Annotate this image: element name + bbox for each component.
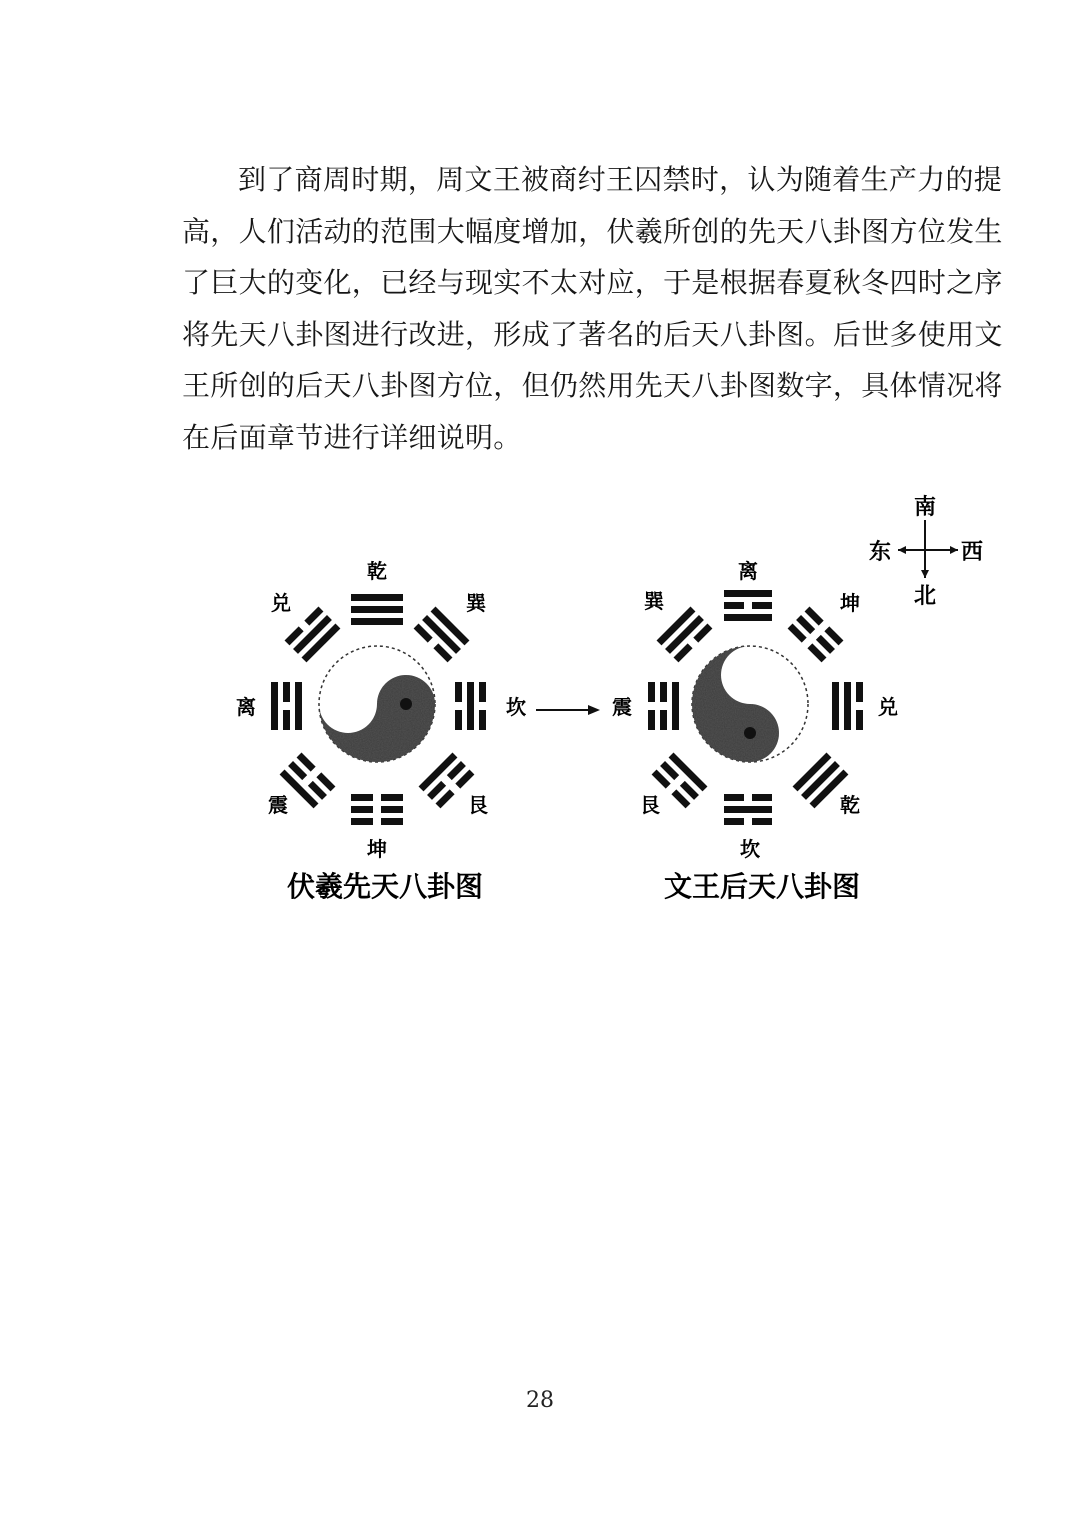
wenwang-yinyang-icon xyxy=(692,646,808,762)
compass-east-label: 东 xyxy=(868,540,892,565)
fuxi-trigram-left xyxy=(271,682,302,730)
wenwang-label-bottom-left: 艮 xyxy=(640,793,660,817)
wenwang-trigram-top-right xyxy=(788,607,844,663)
fuxi-label-top-right: 巽 xyxy=(466,591,486,615)
wenwang-caption: 文王后天八卦图 xyxy=(663,870,861,903)
paragraph-line-2: 高，人们活动的范围大幅度增加，伏羲所创的先天八卦图方位发生 xyxy=(182,214,1003,248)
wenwang-trigram-left xyxy=(648,682,679,730)
wenwang-label-left: 震 xyxy=(612,695,632,719)
wenwang-trigram-top xyxy=(724,590,772,621)
fuxi-label-bottom-left: 震 xyxy=(268,793,288,817)
wenwang-label-bottom-right: 乾 xyxy=(840,793,860,817)
fuxi-label-bottom: 坤 xyxy=(367,837,387,861)
fuxi-trigram-top-right xyxy=(414,607,470,663)
compass-south-label: 南 xyxy=(913,495,937,520)
fuxi-trigram-bottom xyxy=(351,794,403,825)
wenwang-trigram-top-left xyxy=(657,607,713,663)
compass-rose xyxy=(869,494,983,609)
wenwang-label-top-left: 巽 xyxy=(644,589,664,613)
fuxi-label-top: 乾 xyxy=(367,559,387,583)
compass-arrow-east-icon xyxy=(898,546,906,554)
fuxi-label-bottom-right: 艮 xyxy=(468,793,488,817)
paragraph-line-6: 在后面章节进行详细说明。 xyxy=(182,420,522,454)
compass-arrow-north-icon xyxy=(921,570,929,578)
wenwang-trigram-right xyxy=(832,682,863,730)
paragraph-line-3: 了巨大的变化，已经与现实不太对应，于是根据春夏秋冬四时之序 xyxy=(182,266,1003,299)
fuxi-label-right: 坎 xyxy=(506,695,526,719)
fuxi-label-left: 离 xyxy=(236,695,256,719)
bagua-figure-svg xyxy=(0,470,1080,930)
bagua-figure xyxy=(0,470,1080,930)
wenwang-label-bottom: 坎 xyxy=(740,837,760,861)
fuxi-trigram-top xyxy=(351,594,403,625)
paragraph-line-4: 将先天八卦图进行改进，形成了著名的后天八卦图。后世多使用文 xyxy=(182,317,1003,351)
fuxi-diagram xyxy=(236,559,526,903)
fuxi-yinyang-icon xyxy=(319,646,435,762)
wenwang-label-right: 兑 xyxy=(878,695,898,719)
body-paragraph xyxy=(182,154,1003,463)
fuxi-trigram-top-left xyxy=(285,607,341,663)
compass-west-label: 西 xyxy=(960,540,984,565)
fuxi-trigram-right xyxy=(455,682,486,730)
page-number: 28 xyxy=(526,1388,554,1413)
fuxi-trigram-bottom-right xyxy=(419,753,475,809)
paragraph-line-5: 王所创的后天八卦图方位，但仍然用先天八卦图数字，具体情况将 xyxy=(182,369,1003,402)
wenwang-label-top-right: 坤 xyxy=(840,591,860,615)
wenwang-trigram-bottom xyxy=(724,794,772,825)
compass-north-label: 北 xyxy=(913,584,937,609)
compass-arrow-west-icon xyxy=(950,546,958,554)
transition-arrow-icon xyxy=(536,705,600,715)
wenwang-label-top: 离 xyxy=(738,559,758,583)
fuxi-caption: 伏羲先天八卦图 xyxy=(286,870,484,903)
wenwang-diagram xyxy=(612,559,898,903)
fuxi-label-top-left: 兑 xyxy=(271,591,291,615)
paragraph-line-1: 到了商周时期，周文王被商纣王囚禁时，认为随着生产力的提 xyxy=(238,163,1003,196)
